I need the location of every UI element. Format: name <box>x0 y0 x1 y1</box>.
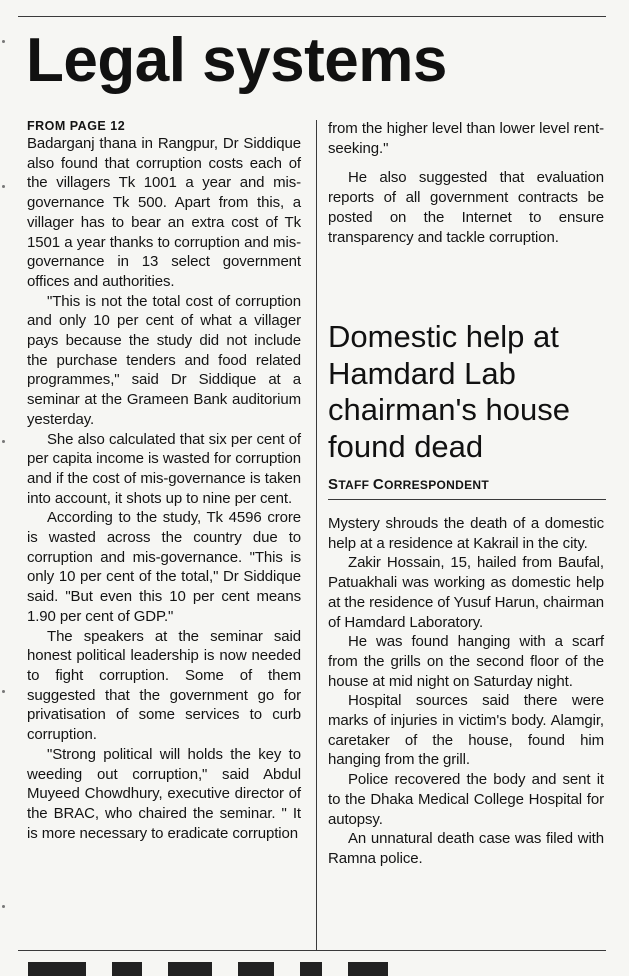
article-paragraph: He also suggested that evaluation reports of all government contracts be posted on the Internet to ensure transparency and tackle corruption. <box>328 169 604 246</box>
article-paragraph: The speakers at the seminar said honest political leadership is now needed to fight corruption. Some of them suggested that the government go for privatisation of some services to curb corruption. <box>27 627 301 744</box>
article-column-left <box>27 119 301 843</box>
margin-mark <box>2 185 5 188</box>
article-paragraph: Badarganj thana in Rangpur, Dr Siddique also found that corruption costs each of the villagers Tk 1001 a year and mis-governance Tk 500. Apart from this, a villager has to bear an extra cost of Tk 1501 a year thanks to corruption and mis-governance in 13 select government offices and authorities. <box>27 135 301 290</box>
next-headline-fragment <box>28 962 448 976</box>
story-paragraph: Mystery shrouds the death of a domestic help at a residence at Kakrail in the city. <box>328 515 604 552</box>
article-paragraph: She also calculated that six per cent of per capita income is wasted for corruption and if the cost of mis-governance is taken into account, it shots up to nine per cent. <box>27 430 301 507</box>
article-paragraph: from the higher level than lower level rent-seeking." <box>328 120 604 157</box>
byline-initial: C <box>372 476 385 493</box>
story-byline <box>328 476 489 493</box>
story-headline: Domestic help at Hamdard Lab chairman's house found dead <box>328 319 570 464</box>
article-headline: Legal systems <box>26 26 447 95</box>
story-paragraph: Zakir Hossain, 15, hailed from Baufal, Patuakhali was working as domestic help at the residence of Yusuf Harun, chairman of Hamdard Laboratory. <box>328 554 604 631</box>
margin-mark <box>2 40 5 43</box>
article-paragraph: According to the study, Tk 4596 crore is wasted across the country due to corruption and mis-governance. "This is only 10 per cent of the total," Dr Siddique said. "But even this 10 per cent means 1.90 per cent of GDP." <box>27 509 301 625</box>
margin-mark <box>2 905 5 908</box>
story-paragraph: An unnatural death case was filed with Ramna police. <box>328 830 604 867</box>
story-paragraph: Hospital sources said there were marks of injuries in victim's body. Alamgir, caretaker of the house, found him hanging from the grill. <box>328 692 604 769</box>
column-divider <box>316 120 317 950</box>
margin-mark <box>2 690 5 693</box>
story-paragraph: He was found hanging with a scarf from the grills on the second floor of the house at mid night on Saturday night. <box>328 633 604 690</box>
story-paragraph: Police recovered the body and sent it to the Dhaka Medical College Hospital for autopsy. <box>328 771 604 828</box>
story-body <box>328 514 604 869</box>
byline-initial: S <box>328 476 339 493</box>
article-paragraph: "Strong political will holds the key to weeding out corruption," said Abdul Muyeed Chowdhury, executive director of the BRAC, who chaired the seminar. " It is more necessary to eradicate corruption <box>27 745 301 842</box>
byline-text: ORRESPONDENT <box>384 478 490 492</box>
byline-text: TAFF <box>338 478 373 492</box>
bottom-rule <box>18 950 606 951</box>
byline-rule <box>328 499 606 500</box>
article-column-right <box>328 119 604 247</box>
margin-mark <box>2 440 5 443</box>
article-kicker: FROM PAGE 12 <box>27 119 126 133</box>
article-paragraph: "This is not the total cost of corruption and only 10 per cent of what a villager pays because the study did not include the purchase tenders and food related programmes," said Dr Siddique at a seminar at the Grameen Bank auditorium yesterday. <box>27 292 301 428</box>
top-rule <box>18 16 606 17</box>
